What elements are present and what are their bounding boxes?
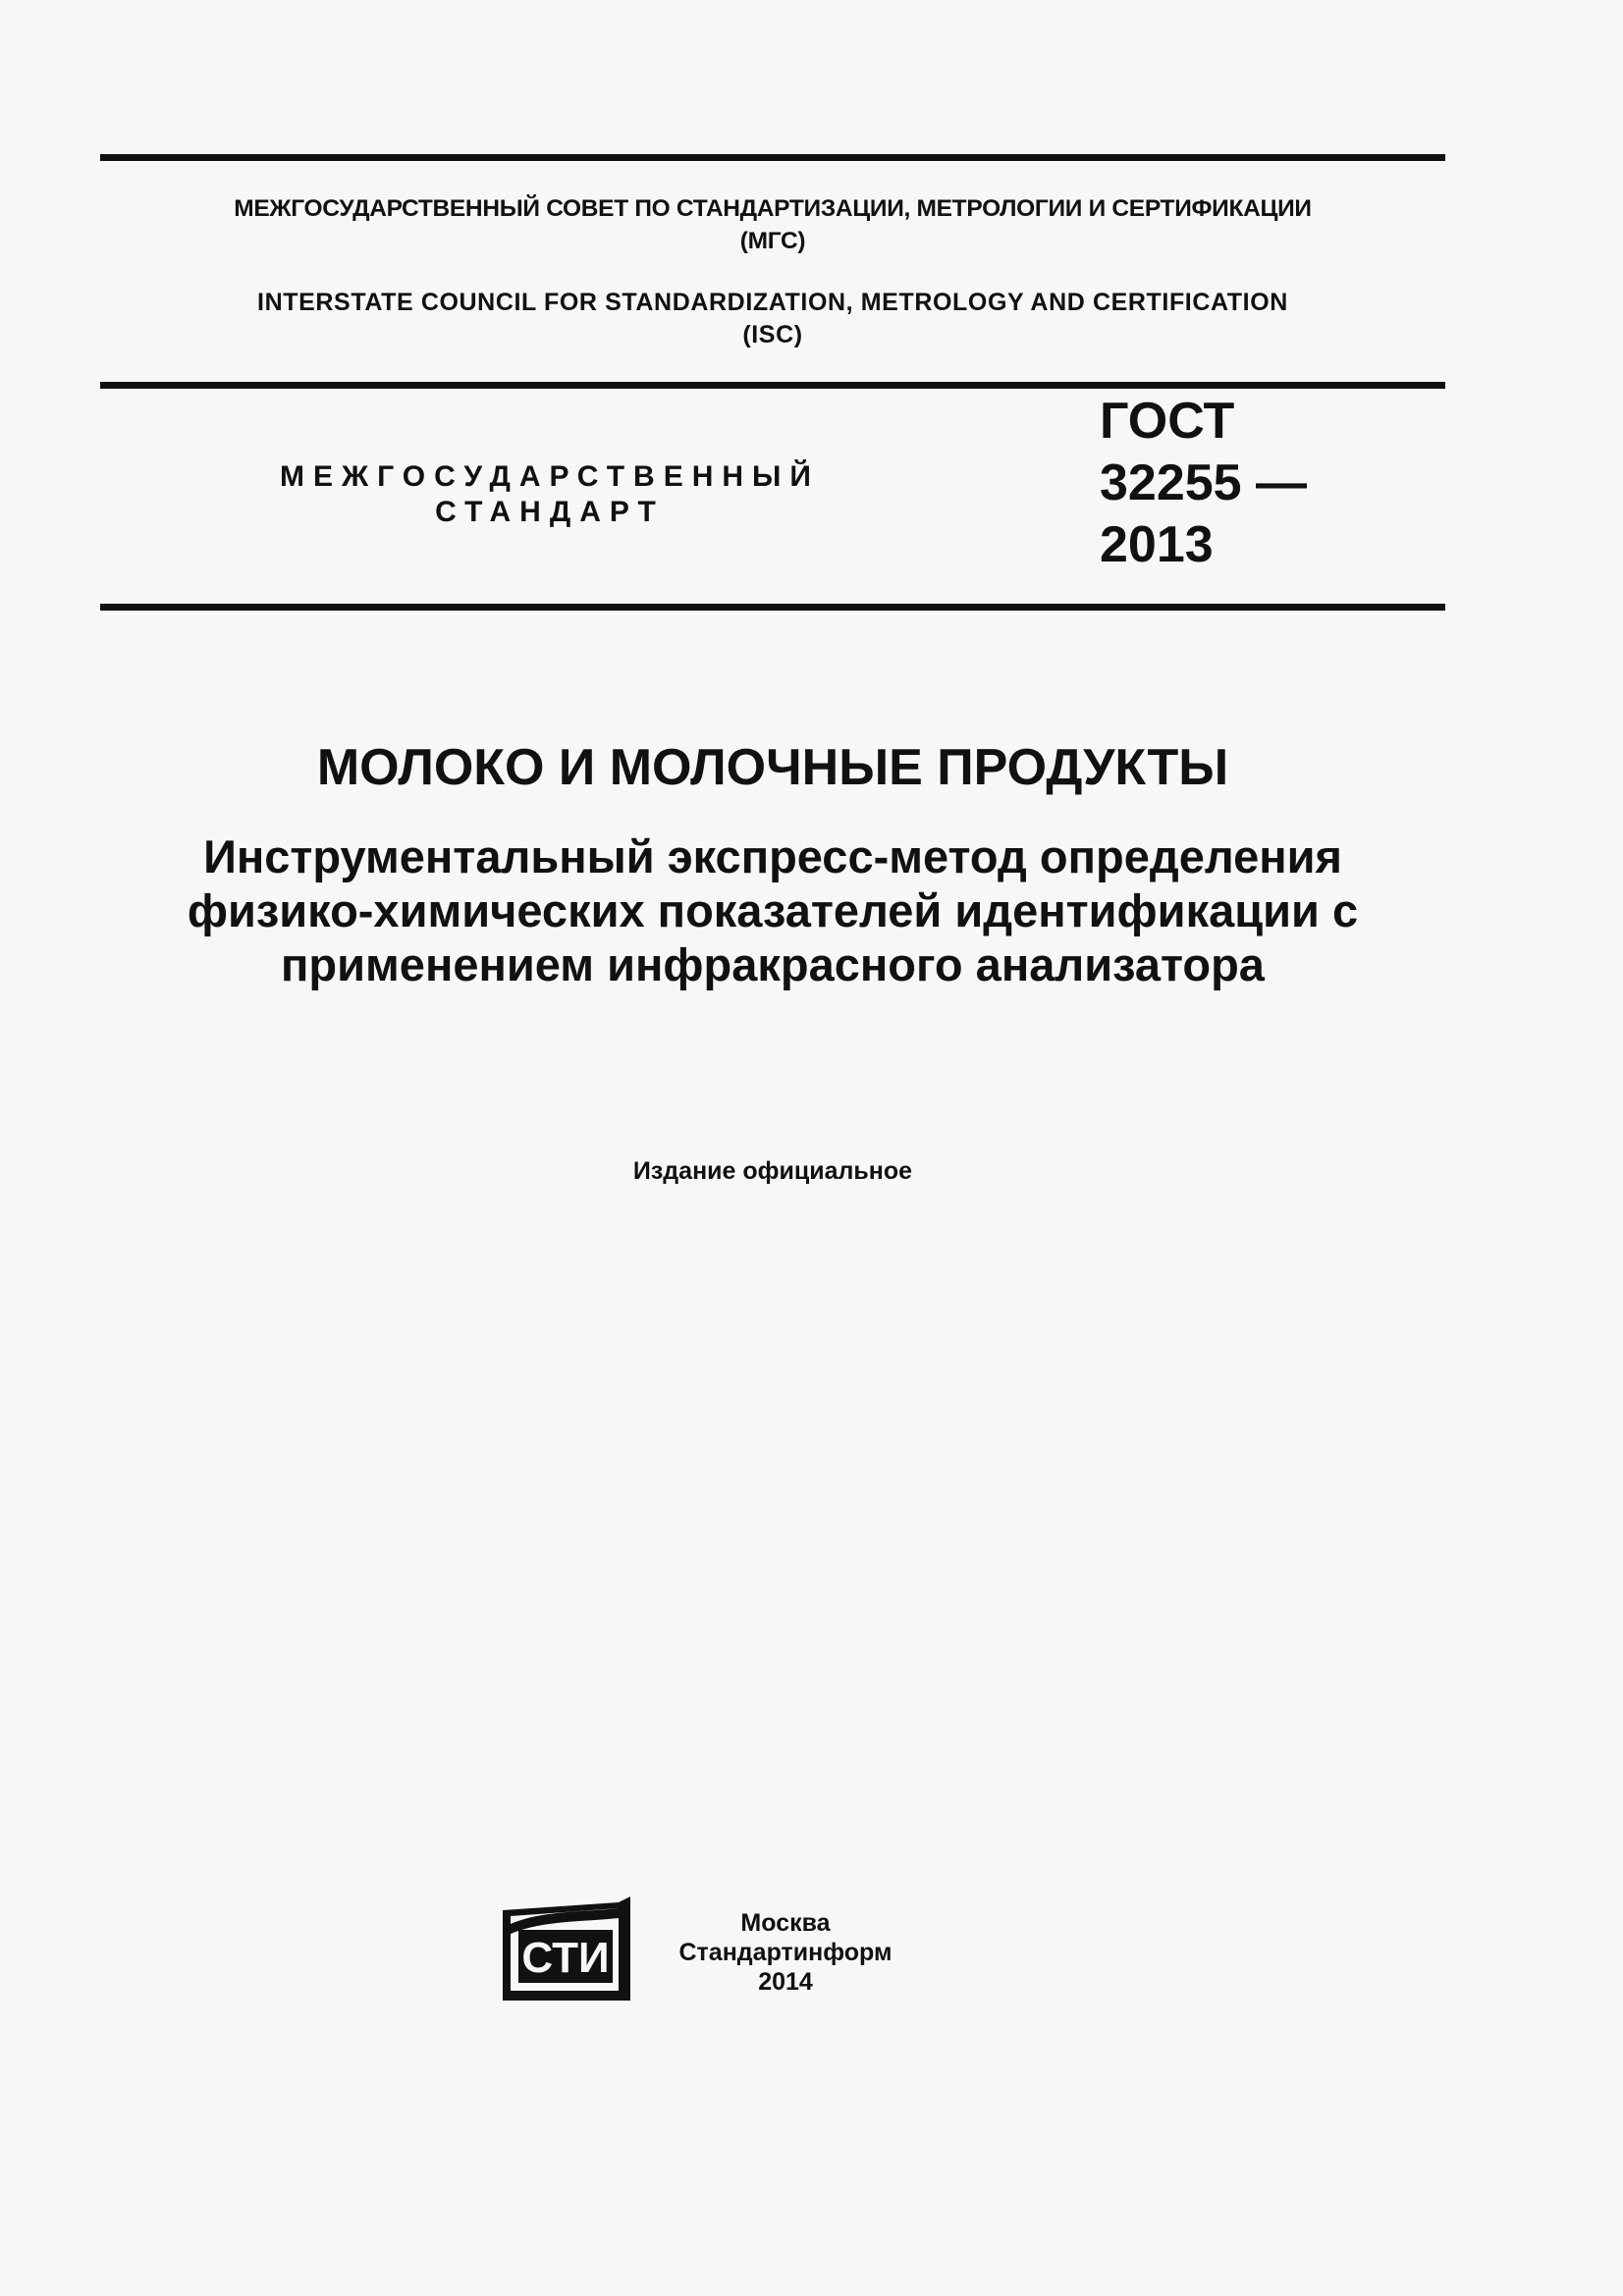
imprint-city: Москва [740,1909,831,1937]
gost-designation-line2: 32255 — [1100,454,1308,511]
council-abbr-en: (ISC) [742,321,803,348]
document-subtitle-line2: физико-химических показателей идентификации с [187,884,1359,936]
edition-note: Издание официальное [632,1157,913,1185]
gost-designation-line3: 2013 [1100,516,1214,573]
standard-label-line1: МЕЖГОСУДАРСТВЕННЫЙ [280,460,820,493]
standard-label-line2: СТАНДАРТ [435,496,665,528]
gost-designation [1100,391,1434,576]
document-subtitle [100,829,1445,991]
council-abbr-ru: (МГС) [739,228,806,254]
imprint-publisher: Стандартинформ [678,1939,893,1966]
imprint-year: 2014 [758,1968,813,1996]
council-name-ru-text: МЕЖГОСУДАРСТВЕННЫЙ СОВЕТ ПО СТАНДАРТИЗАЦИИ, МЕТРОЛОГИИ И СЕРТИФИКАЦИИ [234,195,1312,222]
imprint [638,1908,933,1997]
standard-label [245,459,854,530]
gost-designation-line1: ГОСТ [1100,393,1235,450]
document-title: МОЛОКО И МОЛОЧНЫЕ ПРОДУКТЫ [316,739,1229,796]
council-name-ru [100,192,1445,257]
header-rule [100,382,1445,389]
standartinform-logo-icon [503,1896,630,2001]
document-subtitle-line3: применением инфракрасного анализатора [281,938,1265,990]
top-rule [100,154,1445,161]
document-subtitle-line1: Инструментальный экспресс-метод определения [203,830,1342,882]
designation-rule [100,604,1445,611]
council-name-en [100,287,1445,351]
svg-text:СТИ: СТИ [521,1934,610,1982]
council-name-en-text: INTERSTATE COUNCIL FOR STANDARDIZATION, METROLOGY AND CERTIFICATION [257,289,1288,316]
